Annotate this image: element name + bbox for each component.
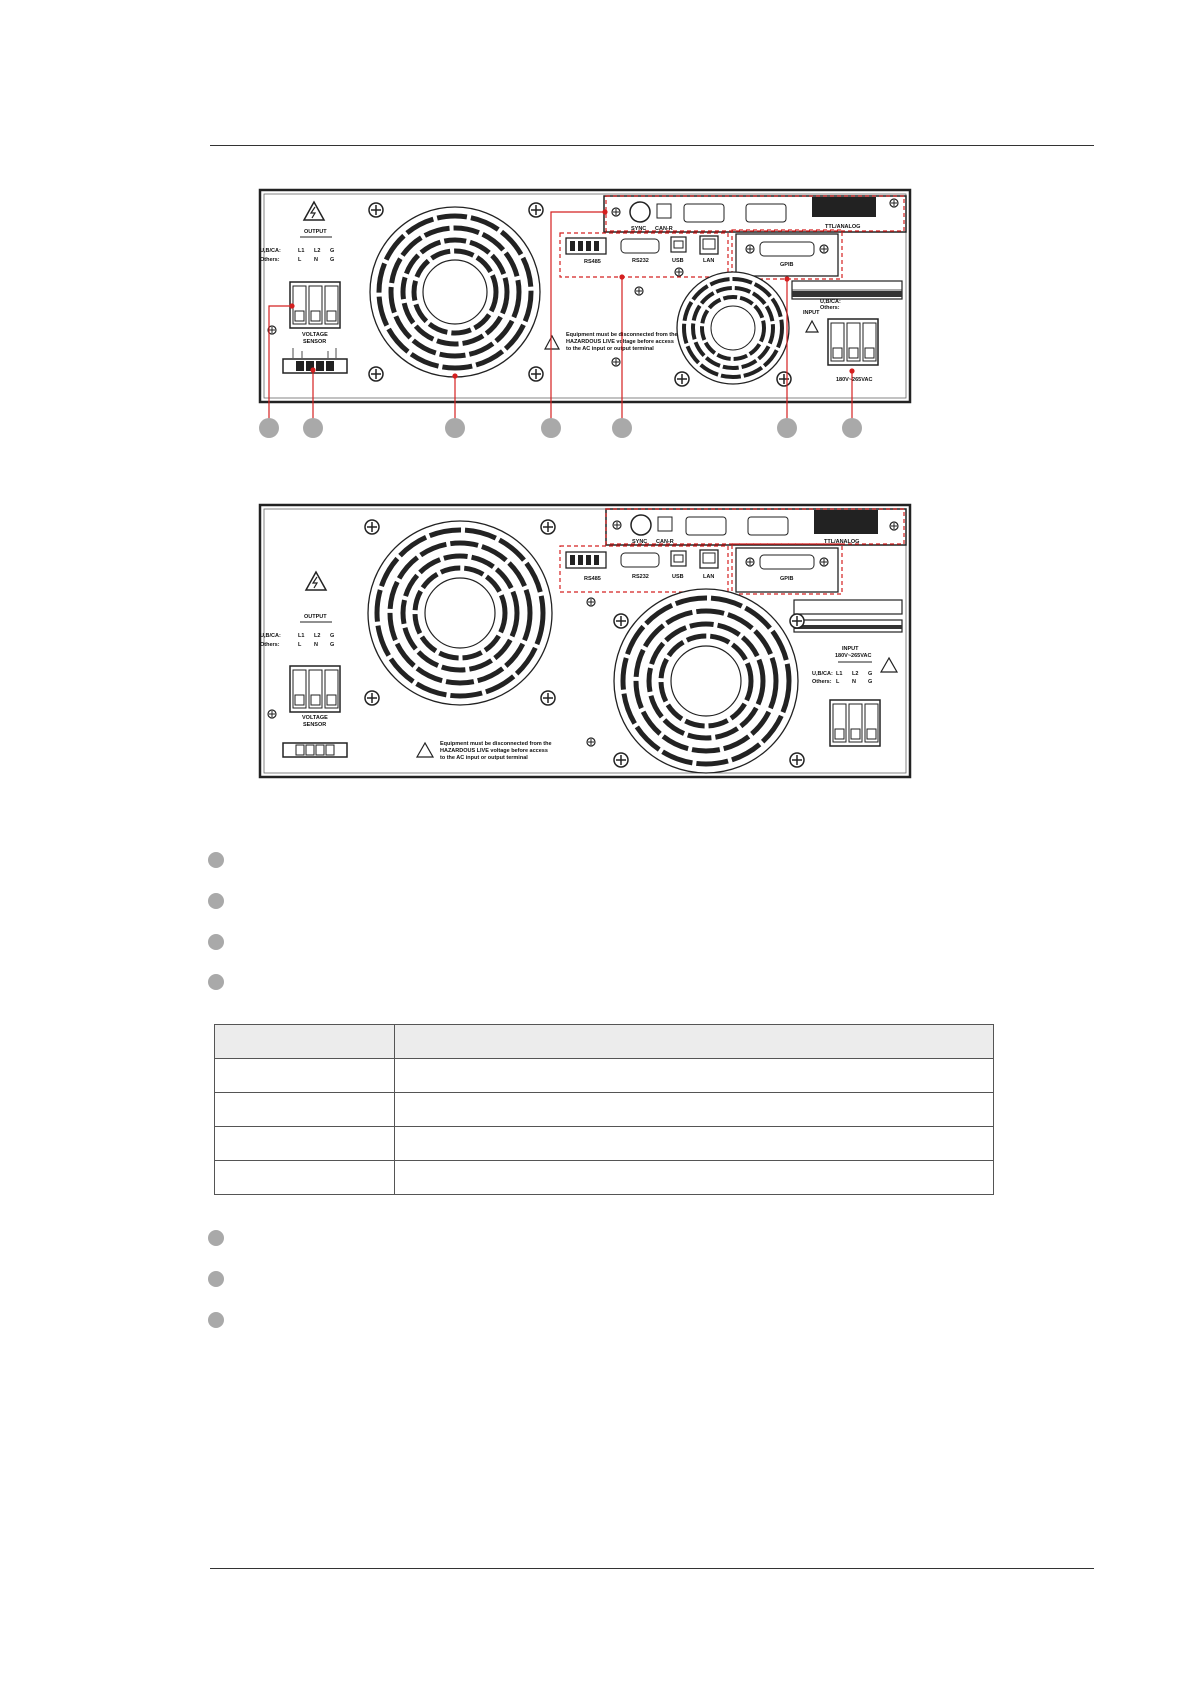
table-header-cell <box>395 1025 994 1059</box>
callout-4 <box>541 418 561 438</box>
port-can: CAN-R <box>655 226 673 232</box>
input-voltage-b: 180V~265VAC <box>835 653 872 659</box>
port-rs485-b: RS485 <box>584 576 601 582</box>
table-row <box>215 1127 994 1161</box>
table-cell <box>395 1127 994 1161</box>
legend-item <box>208 1299 988 1340</box>
input-row1-b-c1: L1 <box>836 671 843 677</box>
output-row1-c3: G <box>330 248 335 254</box>
table-row <box>215 1161 994 1195</box>
callout-5 <box>612 418 632 438</box>
legend-marker <box>208 893 224 909</box>
output-title-b: OUTPUT <box>304 614 327 620</box>
rear-panel-top <box>260 190 910 402</box>
port-usb: USB <box>672 258 684 264</box>
legend-marker <box>208 1230 224 1246</box>
port-lan: LAN <box>703 258 715 264</box>
warning-line1: Equipment must be disconnected from the <box>566 332 678 338</box>
gpib-port-bottom <box>736 548 838 592</box>
input-terminal-block <box>828 319 878 365</box>
port-ttl: TTL/ANALOG <box>825 224 861 230</box>
port-rs485: RS485 <box>584 259 601 265</box>
table-header-row <box>215 1025 994 1059</box>
warning-line3: to the AC input or output terminal <box>566 346 654 352</box>
input-row2-b-c3: G <box>868 679 873 685</box>
small-fan-top <box>677 272 789 384</box>
input-row2-b-c2: N <box>852 679 856 685</box>
voltage-sensor-line2: SENSOR <box>303 339 327 345</box>
output-row1-b-c3: G <box>330 633 335 639</box>
legend-marker <box>208 934 224 950</box>
callout-3 <box>445 418 465 438</box>
output-row2-c2: N <box>314 257 318 263</box>
input-terminal-block-b <box>830 700 880 746</box>
port-lan-b: LAN <box>703 574 715 580</box>
rear-panel-bottom <box>260 505 910 777</box>
legend-marker <box>208 1312 224 1328</box>
large-fan-top <box>370 207 540 377</box>
output-row1-c0: U,B/CA: <box>260 248 281 254</box>
output-row2-c1: L <box>298 257 302 263</box>
table-cell <box>215 1093 395 1127</box>
table-cell <box>395 1059 994 1093</box>
output-title: OUTPUT <box>304 229 327 235</box>
port-rs232-b: RS232 <box>632 574 649 580</box>
output-terminal-block-b <box>290 666 340 712</box>
legend-item <box>208 881 988 922</box>
legend-item <box>208 840 988 881</box>
port-sync: SYNC <box>631 226 647 232</box>
analog-terminal-strip <box>792 281 902 299</box>
footer-rule <box>210 1568 1094 1569</box>
output-row1-b-c2: L2 <box>314 633 321 639</box>
port-ttl-b: TTL/ANALOG <box>824 539 860 545</box>
legend-marker <box>208 852 224 868</box>
rear-panel-figures <box>0 0 1192 820</box>
voltage-sensor-b-line2: SENSOR <box>303 722 327 728</box>
input-title-b: INPUT <box>842 646 859 652</box>
output-row1-b-c1: L1 <box>298 633 305 639</box>
callout-1 <box>259 418 279 438</box>
port-sync-b: SYNC <box>632 539 648 545</box>
large-fan-bottom-left <box>368 521 552 705</box>
callout-markers <box>259 418 862 438</box>
input-title: INPUT <box>803 310 820 316</box>
output-row2-c3: G <box>330 257 335 263</box>
output-row2-b-c2: N <box>314 642 318 648</box>
output-row1-b-c0: U,B/CA: <box>260 633 281 639</box>
input-row2: Others: <box>820 305 840 311</box>
callout-6 <box>777 418 797 438</box>
output-terminal-block <box>290 282 340 328</box>
table-cell <box>395 1093 994 1127</box>
table-cell <box>215 1161 395 1195</box>
gpib-port-top <box>736 234 838 276</box>
output-row1-c1: L1 <box>298 248 305 254</box>
input-row2-b-c1: L <box>836 679 840 685</box>
output-row2-b-c0: Others: <box>260 642 280 648</box>
legend-item <box>208 921 988 962</box>
interface-plate-bottom <box>606 509 906 545</box>
large-fan-bottom-right <box>614 589 798 773</box>
input-voltage: 180V~265VAC <box>836 377 873 383</box>
input-row1: U,B/CA: <box>820 299 841 305</box>
output-row1-c2: L2 <box>314 248 321 254</box>
port-usb-b: USB <box>672 574 684 580</box>
legend-list-b <box>208 1218 988 1340</box>
interface-plate-top <box>604 196 906 232</box>
voltage-sensor-connector-b <box>283 743 347 757</box>
legend-marker <box>208 1271 224 1287</box>
port-can-b: CAN-R <box>656 539 674 545</box>
output-row2-c0: Others: <box>260 257 280 263</box>
port-gpib-b: GPIB <box>780 576 794 582</box>
table-cell <box>395 1161 994 1195</box>
table-header-cell <box>215 1025 395 1059</box>
table-row <box>215 1059 994 1093</box>
output-row2-b-c3: G <box>330 642 335 648</box>
callout-7 <box>842 418 862 438</box>
input-row2-b-c0: Others: <box>812 679 832 685</box>
callout-2 <box>303 418 323 438</box>
legend-list-a <box>208 840 988 1003</box>
warning-b-line2: HAZARDOUS LIVE voltage before access <box>440 748 548 754</box>
legend-item <box>208 1218 988 1259</box>
table-cell <box>215 1127 395 1161</box>
input-row1-b-c3: G <box>868 671 873 677</box>
voltage-sensor-b-line1: VOLTAGE <box>302 715 328 721</box>
input-row1-b-c0: U,B/CA: <box>812 671 833 677</box>
legend-item <box>208 962 988 1003</box>
output-row2-b-c1: L <box>298 642 302 648</box>
spec-table <box>214 1024 994 1195</box>
legend-marker <box>208 974 224 990</box>
warning-line2: HAZARDOUS LIVE voltage before access <box>566 339 674 345</box>
legend-item <box>208 1259 988 1300</box>
input-row1-b-c2: L2 <box>852 671 859 677</box>
warning-b-line3: to the AC input or output terminal <box>440 755 528 761</box>
warning-b-line1: Equipment must be disconnected from the <box>440 741 552 747</box>
voltage-sensor-line1: VOLTAGE <box>302 332 328 338</box>
table-cell <box>215 1059 395 1093</box>
port-rs232: RS232 <box>632 258 649 264</box>
table-row <box>215 1093 994 1127</box>
port-gpib: GPIB <box>780 262 794 268</box>
